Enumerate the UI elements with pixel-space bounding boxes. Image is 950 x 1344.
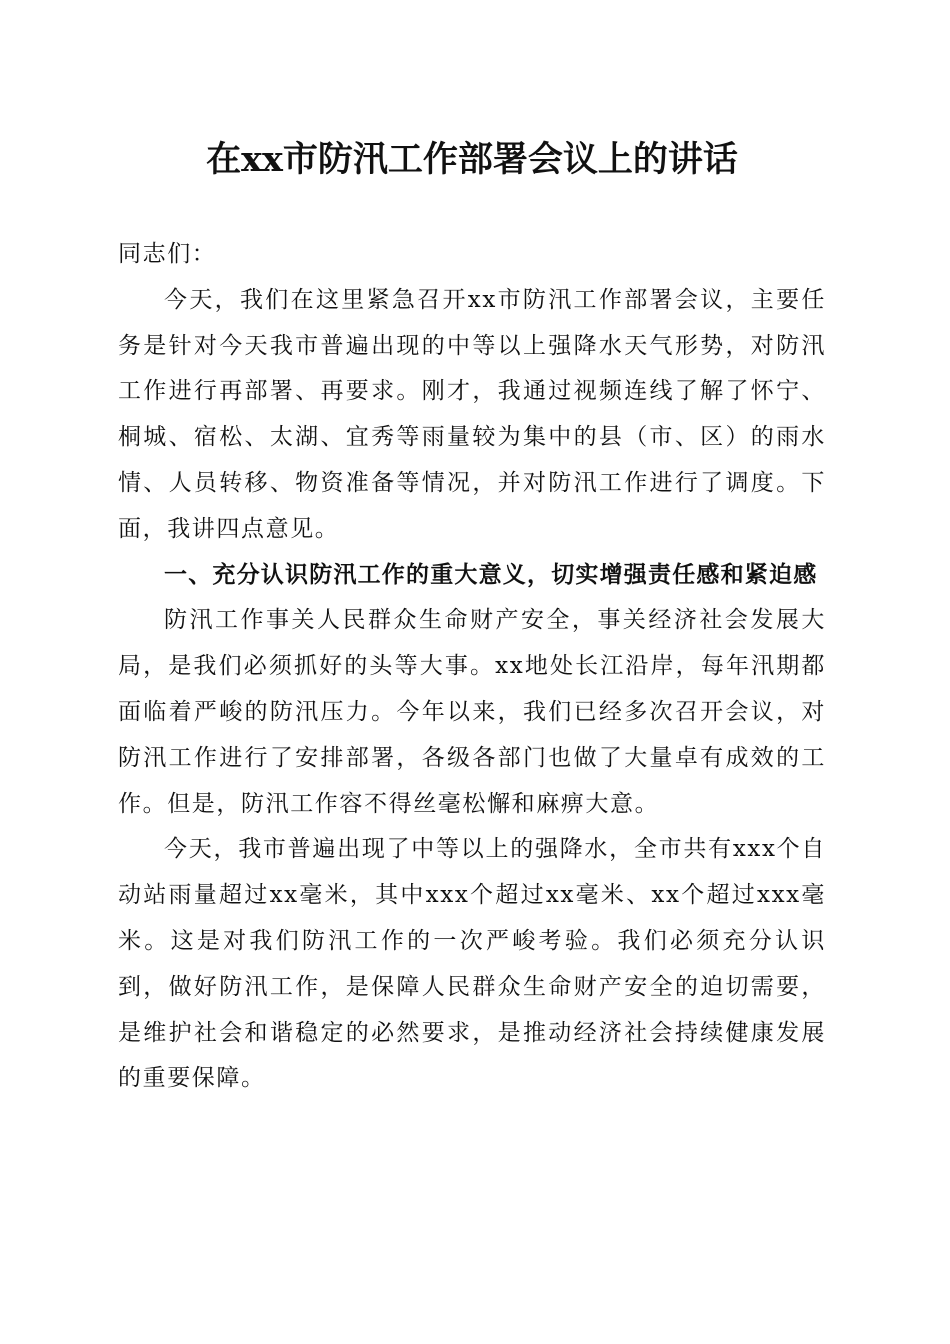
- salutation: 同志们：: [118, 241, 217, 267]
- document-title: 在xx市防汛工作部署会议上的讲话: [206, 139, 738, 180]
- paragraph-rainfall: 今天，我市普遍出现了中等以上的强降水，全市共有xxx个自动站雨量超过xx毫米，其中xxx个超过xx毫米、xx个超过xxx毫米。这是对我们防汛工作的一次严峻考验。我们必须充分认识到，做好防汛工作，是保障人民群众生命财产安全的迫切需要，是维护社会和谐稳定的必然要求，是推动经济社会持续健康发展的重要保障。: [118, 836, 826, 1092]
- document-body: [118, 232, 826, 1102]
- paragraph-intro: 今天，我们在这里紧急召开xx市防汛工作部署会议，主要任务是针对今天我市普遍出现的中等以上强降水天气形势，对防汛工作进行再部署、再要求。刚才，我通过视频连线了解了怀宁、桐城、宿松、太湖、宜秀等雨量较为集中的县（市、区）的雨水情、人员转移、物资准备等情况，并对防汛工作进行了调度。下面，我讲四点意见。: [118, 286, 826, 542]
- paragraph-significance: 防汛工作事关人民群众生命财产安全，事关经济社会发展大局，是我们必须抓好的头等大事。xx地处长江沿岸，每年汛期都面临着严峻的防汛压力。今年以来，我们已经多次召开会议，对防汛工作进行了安排部署，各级各部门也做了大量卓有成效的工作。但是，防汛工作容不得丝毫松懈和麻痹大意。: [118, 607, 826, 817]
- section-heading-1: 一、充分认识防汛工作的重大意义，切实增强责任感和紧迫感: [164, 561, 818, 588]
